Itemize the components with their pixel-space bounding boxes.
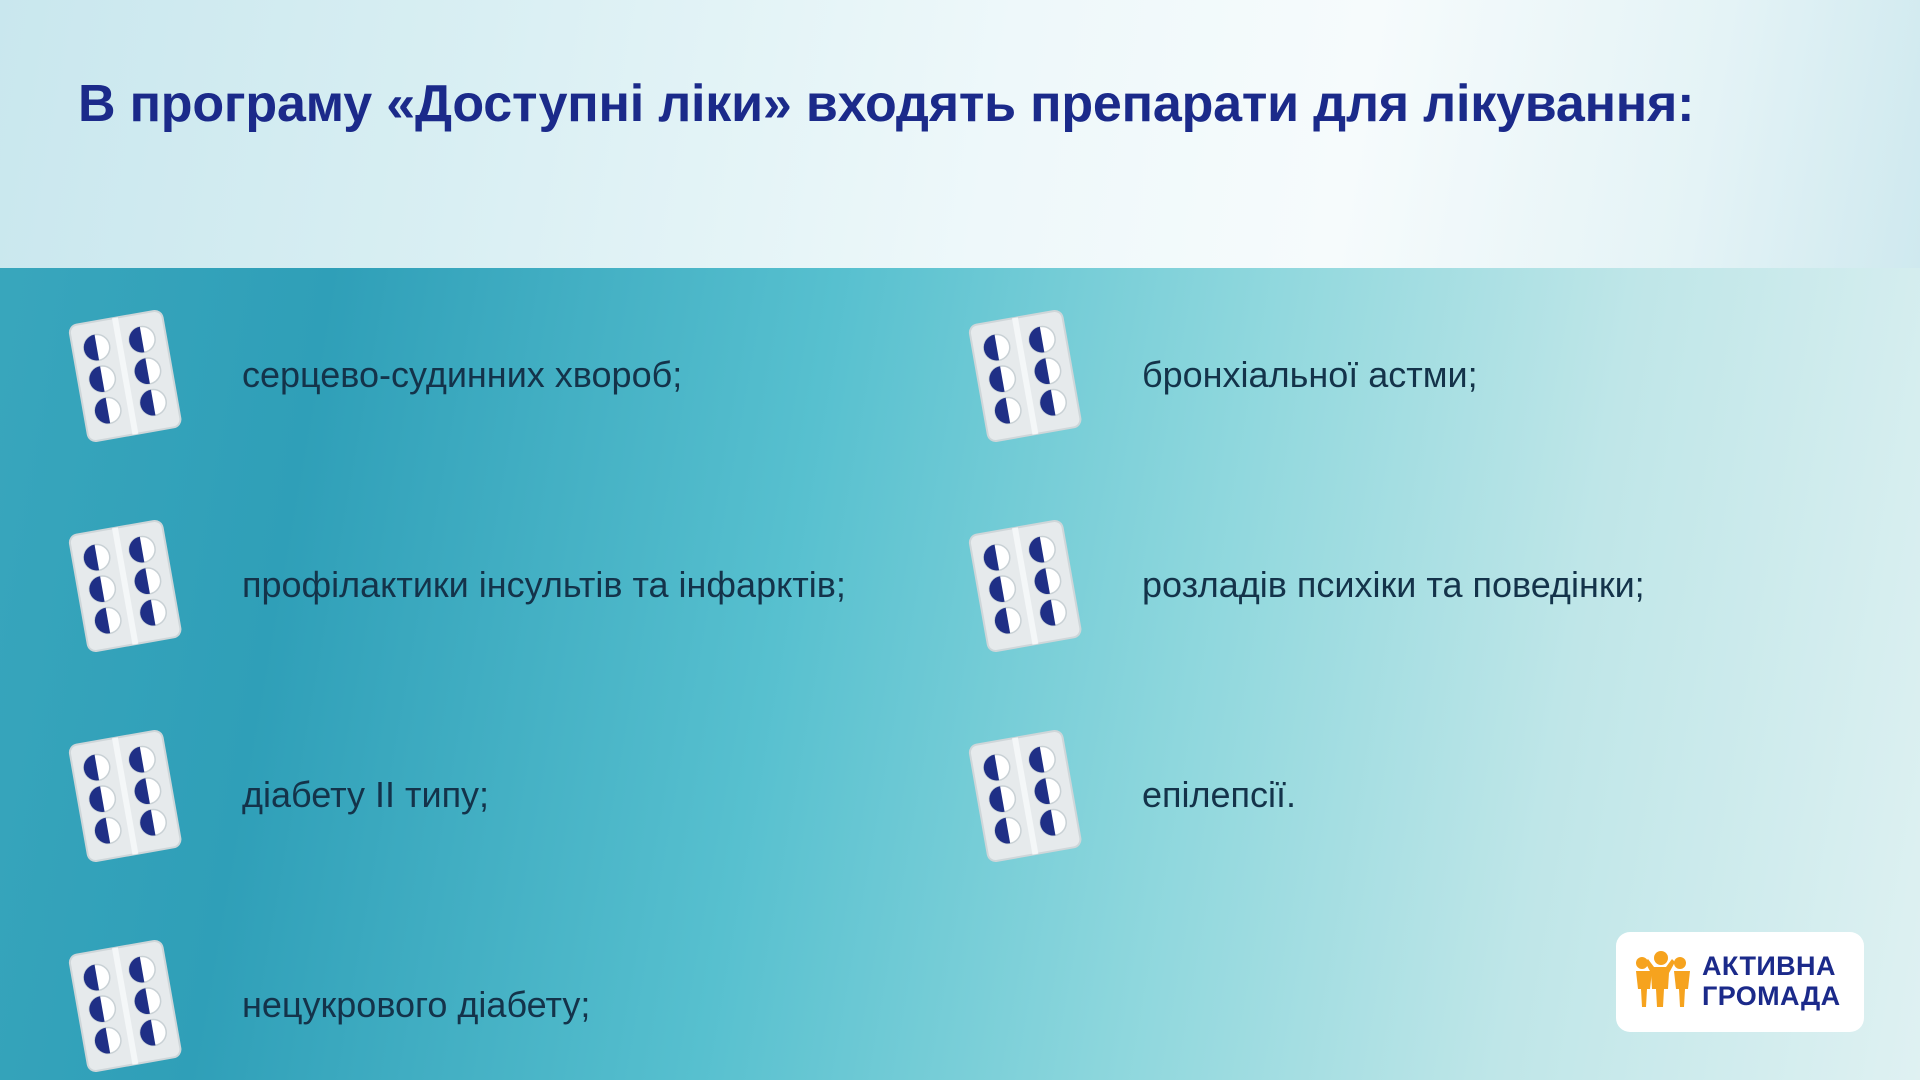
pill-blister-icon [60, 725, 190, 865]
logo [1616, 932, 1864, 1032]
list-item-label: нецукрового діабету; [242, 984, 591, 1026]
list-item [960, 300, 1840, 450]
list-item-label: профілактики інсультів та інфарктів; [242, 564, 846, 606]
list-item-label: діабету ІІ типу; [242, 774, 490, 816]
list-item-label: розладів психіки та поведінки; [1142, 564, 1645, 606]
list-item [60, 510, 940, 660]
pill-blister-icon [960, 305, 1090, 445]
header-band [0, 0, 1920, 268]
logo-text [1702, 952, 1841, 1011]
list-item [60, 300, 940, 450]
logo-line-1: АКТИВНА [1702, 951, 1836, 982]
list-column-left [60, 300, 940, 1080]
list-item-label: бронхіальної астми; [1142, 354, 1478, 396]
list-column-right [960, 300, 1840, 930]
active-community-people-icon [1630, 949, 1692, 1015]
logo-line-2: ГРОМАДА [1702, 981, 1841, 1011]
list-item [960, 510, 1840, 660]
pill-blister-icon [60, 305, 190, 445]
pill-blister-icon [960, 725, 1090, 865]
pill-blister-icon [60, 515, 190, 655]
list-item [60, 930, 940, 1080]
list-item [960, 720, 1840, 870]
pill-blister-icon [60, 935, 190, 1075]
list-item-label: серцево-судинних хвороб; [242, 354, 683, 396]
page-title: В програму «Доступні ліки» входять препарати для лікування: [78, 75, 1695, 133]
pill-blister-icon [960, 515, 1090, 655]
list-item [60, 720, 940, 870]
list-item-label: епілепсії. [1142, 774, 1297, 816]
